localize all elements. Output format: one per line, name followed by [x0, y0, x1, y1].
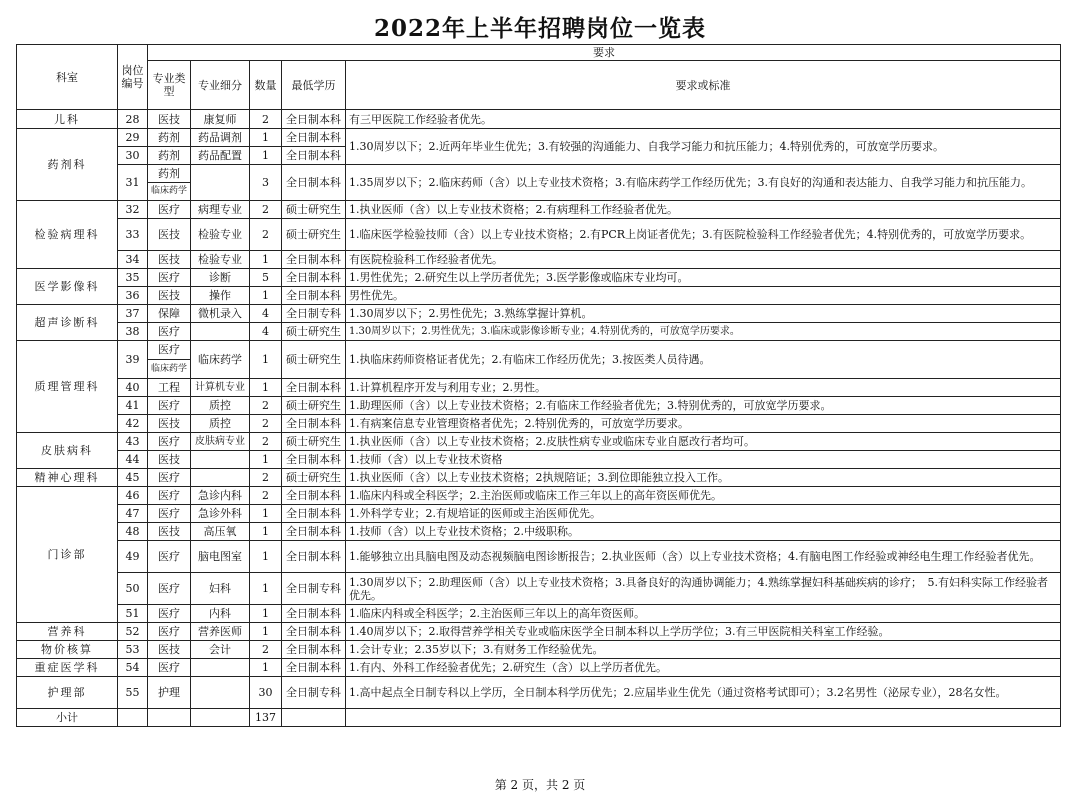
req-cell: 1.执业医师（含）以上专业技术资格；2.皮肤性病专业或临床专业自愿改行者均可。: [346, 433, 1061, 451]
major-type-cell: 医疗: [148, 433, 191, 451]
major-type-cell: 医技: [148, 415, 191, 433]
post-no-cell: 38: [118, 323, 148, 341]
major-type-cell: 医疗: [148, 659, 191, 677]
major-detail-cell: 康复师: [191, 110, 250, 129]
count-cell: 1: [250, 605, 282, 623]
major-type-cell: 医技: [148, 641, 191, 659]
major-type-cell: 医疗: [148, 623, 191, 641]
major-type-cell: 医疗: [148, 541, 191, 573]
major-type-cell: [148, 341, 191, 379]
major-detail-cell: 操作: [191, 287, 250, 305]
post-no-cell: 52: [118, 623, 148, 641]
header-post-no: 岗位编号: [118, 45, 148, 110]
table-row: [17, 541, 1061, 573]
req-cell: 男性优先。: [346, 287, 1061, 305]
table-row: [17, 451, 1061, 469]
major-type-cell: 医疗: [148, 469, 191, 487]
major-type-cell: 药剂: [148, 129, 191, 147]
subtotal-label: 小计: [17, 709, 118, 727]
post-no-cell: 49: [118, 541, 148, 573]
dept-cell: 医学影像科: [17, 269, 118, 305]
post-no-cell: 34: [118, 251, 148, 269]
major-detail-cell: 内科: [191, 605, 250, 623]
major-type-cell: 保障: [148, 305, 191, 323]
major-detail-cell: 脑电图室: [191, 541, 250, 573]
major-detail-cell: 诊断: [191, 269, 250, 287]
table-row: [17, 201, 1061, 219]
table-row: [17, 415, 1061, 433]
post-no-cell: 33: [118, 219, 148, 251]
major-type-cell: 护理: [148, 677, 191, 709]
edu-cell: 全日制本科: [282, 269, 346, 287]
edu-cell: 全日制专科: [282, 677, 346, 709]
edu-cell: 全日制本科: [282, 147, 346, 165]
dept-cell: 护理部: [17, 677, 118, 709]
post-no-cell: 51: [118, 605, 148, 623]
major-type-cell: 医疗: [148, 323, 191, 341]
major-type-primary: 药剂: [148, 165, 190, 183]
post-no-cell: 30: [118, 147, 148, 165]
req-cell: 1.临床医学检验技师（含）以上专业技术资格；2.有PCR上岗证者优先；3.有医院检验科工作经验者优先；4.特别优秀的，可放宽学历要求。: [346, 219, 1061, 251]
table-row: [17, 341, 1061, 379]
recruitment-table: [16, 44, 1061, 727]
header-major-type: 专业类型: [148, 61, 191, 110]
table-row: [17, 677, 1061, 709]
empty-cell: [282, 709, 346, 727]
major-detail-cell: 检验专业: [191, 219, 250, 251]
dept-cell: 检验病理科: [17, 201, 118, 269]
post-no-cell: 37: [118, 305, 148, 323]
count-cell: 2: [250, 433, 282, 451]
count-cell: 30: [250, 677, 282, 709]
count-cell: 2: [250, 219, 282, 251]
count-cell: 1: [250, 573, 282, 605]
header-major-detail: 专业细分: [191, 61, 250, 110]
table-row: [17, 305, 1061, 323]
count-cell: 1: [250, 287, 282, 305]
major-detail-cell: 质控: [191, 397, 250, 415]
count-cell: 3: [250, 165, 282, 201]
req-cell: 1.执业医师（含）以上专业技术资格；2执规陪证；3.到位即能独立投入工作。: [346, 469, 1061, 487]
edu-cell: 全日制本科: [282, 129, 346, 147]
edu-cell: 全日制本科: [282, 487, 346, 505]
edu-cell: 硕士研究生: [282, 469, 346, 487]
count-cell: 1: [250, 251, 282, 269]
edu-cell: 硕士研究生: [282, 219, 346, 251]
count-cell: 1: [250, 147, 282, 165]
major-type-cell: [148, 165, 191, 201]
edu-cell: 全日制本科: [282, 505, 346, 523]
dept-cell: 质理管理科: [17, 341, 118, 433]
empty-cell: [346, 709, 1061, 727]
major-detail-cell: 微机录入: [191, 305, 250, 323]
req-cell: 1.计算机程序开发与利用专业；2.男性。: [346, 379, 1061, 397]
dept-cell: 皮肤病科: [17, 433, 118, 469]
req-cell: 有三甲医院工作经验者优先。: [346, 110, 1061, 129]
major-type-cell: 医技: [148, 219, 191, 251]
header-req-std: 要求或标准: [346, 61, 1061, 110]
post-no-cell: 50: [118, 573, 148, 605]
count-cell: 1: [250, 451, 282, 469]
post-no-cell: 36: [118, 287, 148, 305]
edu-cell: 全日制本科: [282, 379, 346, 397]
major-detail-cell: [191, 469, 250, 487]
edu-cell: 全日制本科: [282, 287, 346, 305]
req-cell: 1.30周岁以下；2.男性优先；3.熟练掌握计算机。: [346, 305, 1061, 323]
post-no-cell: 31: [118, 165, 148, 201]
dept-cell: 药剂科: [17, 129, 118, 201]
req-cell: 1.有病案信息专业管理资格者优先；2.特别优秀的，可放宽学历要求。: [346, 415, 1061, 433]
header-row-2: [17, 61, 1061, 110]
edu-cell: 硕士研究生: [282, 433, 346, 451]
post-no-cell: 43: [118, 433, 148, 451]
major-detail-cell: 会计: [191, 641, 250, 659]
count-cell: 2: [250, 487, 282, 505]
edu-cell: 全日制本科: [282, 605, 346, 623]
req-cell: 1.技师（含）以上专业技术资格；2.中级职称。: [346, 523, 1061, 541]
major-detail-cell: [191, 165, 250, 201]
table-row: [17, 505, 1061, 523]
edu-cell: 全日制本科: [282, 523, 346, 541]
post-no-cell: 39: [118, 341, 148, 379]
post-no-cell: 32: [118, 201, 148, 219]
major-type-cell: 药剂: [148, 147, 191, 165]
table-row: [17, 469, 1061, 487]
major-detail-cell: 妇科: [191, 573, 250, 605]
major-type-cell: 医技: [148, 251, 191, 269]
empty-cell: [118, 709, 148, 727]
major-type-secondary: 临床药学: [150, 186, 187, 196]
post-no-cell: 53: [118, 641, 148, 659]
table-row: [17, 129, 1061, 147]
post-no-cell: 48: [118, 523, 148, 541]
major-type-cell: 医技: [148, 451, 191, 469]
major-detail-cell: 皮肤病专业: [191, 433, 250, 451]
req-cell: 1.30周岁以下；2.男性优先；3.临床或影像诊断专业；4.特别优秀的，可放宽学历要求。: [346, 323, 1061, 341]
count-cell: 1: [250, 659, 282, 677]
count-cell: 2: [250, 469, 282, 487]
major-type-cell: 医技: [148, 110, 191, 129]
major-detail-cell: [191, 451, 250, 469]
req-cell: 1.执业医师（含）以上专业技术资格；2.有病理科工作经验者优先。: [346, 201, 1061, 219]
req-cell: 1.男性优先；2.研究生以上学历者优先；3.医学影像或临床专业均可。: [346, 269, 1061, 287]
dept-cell: 营养科: [17, 623, 118, 641]
count-cell: 2: [250, 110, 282, 129]
header-min-edu: 最低学历: [282, 61, 346, 110]
major-type-primary: 医疗: [148, 341, 190, 360]
table-row: [17, 287, 1061, 305]
edu-cell: 全日制本科: [282, 251, 346, 269]
edu-cell: 硕士研究生: [282, 397, 346, 415]
req-cell: 1.30周岁以下；2.近两年毕业生优先；3.有较强的沟通能力、自我学习能力和抗压能力；4.特别优秀的，可放宽学历要求。: [346, 129, 1061, 165]
table-row: [17, 487, 1061, 505]
document-title: 2022年上半年招聘岗位一览表: [373, 15, 706, 42]
edu-cell: 全日制本科: [282, 110, 346, 129]
header-dept: 科室: [17, 45, 118, 110]
empty-cell: [148, 709, 191, 727]
count-cell: 1: [250, 129, 282, 147]
edu-cell: 全日制本科: [282, 415, 346, 433]
major-type-cell: 医技: [148, 287, 191, 305]
count-cell: 2: [250, 641, 282, 659]
major-type-cell: 医疗: [148, 201, 191, 219]
req-cell: 1.40周岁以下；2.取得营养学相关专业或临床医学全日制本科以上学历学位；3.有三甲医院相关科室工作经验。: [346, 623, 1061, 641]
dept-cell: 门诊部: [17, 487, 118, 623]
major-detail-cell: [191, 677, 250, 709]
post-no-cell: 41: [118, 397, 148, 415]
major-detail-cell: 营养医师: [191, 623, 250, 641]
count-cell: 2: [250, 415, 282, 433]
major-type-cell: 工程: [148, 379, 191, 397]
req-cell: 1.有内、外科工作经验者优先；2.研究生（含）以上学历者优先。: [346, 659, 1061, 677]
major-detail-cell: 检验专业: [191, 251, 250, 269]
table-row: [17, 165, 1061, 201]
header-requirements-group: 要求: [148, 45, 1061, 61]
empty-cell: [191, 709, 250, 727]
post-no-cell: 35: [118, 269, 148, 287]
req-cell: 1.外科学专业；2.有规培证的医师或主治医师优先。: [346, 505, 1061, 523]
major-type-cell: 医疗: [148, 605, 191, 623]
post-no-cell: 54: [118, 659, 148, 677]
count-cell: 2: [250, 397, 282, 415]
major-detail-cell: 急诊内科: [191, 487, 250, 505]
count-cell: 4: [250, 323, 282, 341]
table-row: [17, 323, 1061, 341]
major-type-cell: 医疗: [148, 397, 191, 415]
table-row: [17, 219, 1061, 251]
post-no-cell: 45: [118, 469, 148, 487]
req-cell: 1.35周岁以下；2.临床药师（含）以上专业技术资格；3.有临床药学工作经历优先；3.有良好的沟通和表达能力、自我学习能力和抗压能力。: [346, 165, 1061, 201]
major-detail-cell: 计算机专业: [191, 379, 250, 397]
table-row: [17, 251, 1061, 269]
major-detail-cell: 高压氧: [191, 523, 250, 541]
major-type-cell: 医疗: [148, 505, 191, 523]
edu-cell: 全日制本科: [282, 451, 346, 469]
post-no-cell: 28: [118, 110, 148, 129]
post-no-cell: 47: [118, 505, 148, 523]
req-cell: 1.技师（含）以上专业技术资格: [346, 451, 1061, 469]
edu-cell: 硕士研究生: [282, 341, 346, 379]
subtotal-count: 137: [250, 709, 282, 727]
table-row: [17, 623, 1061, 641]
req-cell: 1.高中起点全日制专科以上学历，全日制本科学历优先；2.应届毕业生优先（通过资格考试即可）；3.2名男性（泌尿专业），28名女性。: [346, 677, 1061, 709]
edu-cell: 硕士研究生: [282, 323, 346, 341]
count-cell: 4: [250, 305, 282, 323]
count-cell: 1: [250, 623, 282, 641]
req-cell: 1.助理医师（含）以上专业技术资格；2.有临床工作经验者优先；3.特别优秀的，可放宽学历要求。: [346, 397, 1061, 415]
major-detail-cell: [191, 659, 250, 677]
table-row: [17, 269, 1061, 287]
major-detail-cell: 临床药学: [191, 341, 250, 379]
major-type-cell: 医疗: [148, 269, 191, 287]
count-cell: 1: [250, 523, 282, 541]
count-cell: 5: [250, 269, 282, 287]
post-no-cell: 44: [118, 451, 148, 469]
req-cell: 有医院检验科工作经验者优先。: [346, 251, 1061, 269]
major-detail-cell: 药品调剂: [191, 129, 250, 147]
req-cell: 1.临床内科或全科医学；2.主治医师三年以上的高年资医师。: [346, 605, 1061, 623]
major-type-secondary: 临床药学: [150, 364, 187, 374]
edu-cell: 全日制专科: [282, 305, 346, 323]
major-detail-cell: 药品配置: [191, 147, 250, 165]
table-row: [17, 659, 1061, 677]
major-detail-cell: 急诊外科: [191, 505, 250, 523]
dept-cell: 精神心理科: [17, 469, 118, 487]
table-row: [17, 433, 1061, 451]
dept-cell: 物价核算: [17, 641, 118, 659]
table-row: [17, 573, 1061, 605]
table-row: [17, 605, 1061, 623]
dept-cell: 儿科: [17, 110, 118, 129]
edu-cell: 全日制本科: [282, 641, 346, 659]
subtotal-row: [17, 709, 1061, 727]
post-no-cell: 46: [118, 487, 148, 505]
edu-cell: 硕士研究生: [282, 201, 346, 219]
table-row: [17, 379, 1061, 397]
major-detail-cell: [191, 323, 250, 341]
major-type-cell: 医技: [148, 523, 191, 541]
count-cell: 1: [250, 379, 282, 397]
table-row: [17, 397, 1061, 415]
post-no-cell: 40: [118, 379, 148, 397]
edu-cell: 全日制专科: [282, 573, 346, 605]
edu-cell: 全日制本科: [282, 541, 346, 573]
dept-cell: 超声诊断科: [17, 305, 118, 341]
edu-cell: 全日制本科: [282, 623, 346, 641]
edu-cell: 全日制本科: [282, 165, 346, 201]
req-cell: 1.30周岁以下；2.助理医师（含）以上专业技术资格；3.具备良好的沟通协调能力；4.熟练掌握妇科基础疾病的诊疗； 5.有妇科实际工作经验者优先。: [346, 573, 1061, 605]
req-cell: 1.会计专业；2.35岁以下；3.有财务工作经验优先。: [346, 641, 1061, 659]
header-count: 数量: [250, 61, 282, 110]
table-row: [17, 641, 1061, 659]
count-cell: 1: [250, 541, 282, 573]
table-row: [17, 523, 1061, 541]
major-detail-cell: 病理专业: [191, 201, 250, 219]
post-no-cell: 55: [118, 677, 148, 709]
count-cell: 1: [250, 505, 282, 523]
header-row: [17, 45, 1061, 61]
req-cell: 1.临床内科或全科医学；2.主治医师或临床工作三年以上的高年资医师优先。: [346, 487, 1061, 505]
req-cell: 1.执临床药师资格证者优先；2.有临床工作经历优先；3.按医类人员待遇。: [346, 341, 1061, 379]
major-detail-cell: 质控: [191, 415, 250, 433]
post-no-cell: 42: [118, 415, 148, 433]
dept-cell: 重症医学科: [17, 659, 118, 677]
table-row: [17, 110, 1061, 129]
major-type-cell: 医疗: [148, 487, 191, 505]
count-cell: 1: [250, 341, 282, 379]
major-type-cell: 医疗: [148, 573, 191, 605]
post-no-cell: 29: [118, 129, 148, 147]
edu-cell: 全日制本科: [282, 659, 346, 677]
page-footer: 第 2 页，共 2 页: [494, 778, 586, 792]
count-cell: 2: [250, 201, 282, 219]
req-cell: 1.能够独立出具脑电图及动态视频脑电图诊断报告；2.执业医师（含）以上专业技术资格；4.有脑电图工作经验或神经电生理工作经验者优先。: [346, 541, 1061, 573]
